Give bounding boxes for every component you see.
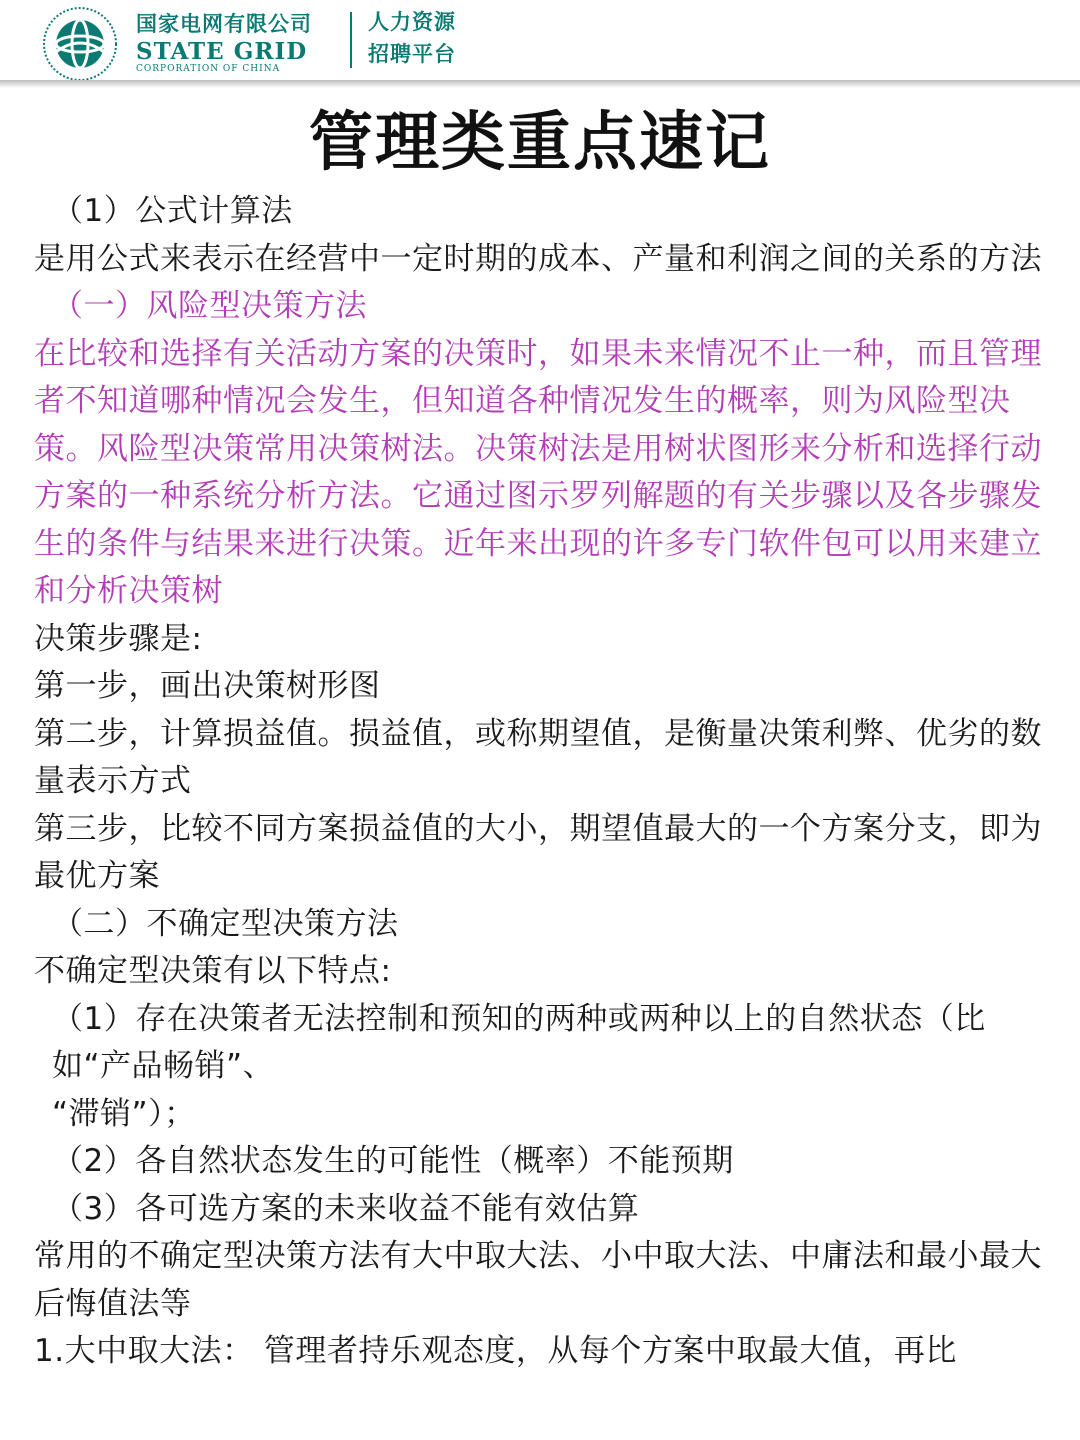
- paragraph-uncertain-features: 不确定型决策有以下特点:: [34, 953, 392, 989]
- header-shadow: [0, 80, 1080, 88]
- state-grid-globe-logo-icon: [40, 4, 120, 84]
- paragraph-risk-decision: 在比较和选择有关活动方案的决策时，如果未来情况不止一种，而且管理者不知道哪种情况会发生，但知道各种情况发生的概率，则为风险型决策。风险型决策常用决策树法。决策树法是用树状图形来分析和选择行动方案的一种系统分析方法。它通过图示罗列解题的有关步骤以及各步骤发生的条件与结果来进行决策。近年来出现的许多专门软件包可以用来建立和分析决策树: [34, 335, 1042, 609]
- header-divider: [350, 12, 352, 68]
- platform-line-1: 人力资源: [368, 10, 456, 34]
- paragraph-step-3: 第三步，比较不同方案损益值的大小，期望值最大的一个方案分支，即为最优方案: [34, 810, 1042, 894]
- subheading-uncertain-decision: （二）不确定型决策方法: [52, 905, 399, 942]
- brand-name-cn: 国家电网有限公司: [136, 12, 312, 36]
- brand-block: [136, 8, 332, 74]
- article-body: [34, 188, 1046, 1376]
- brand-name-en-sub: CORPORATION OF CHINA: [136, 64, 281, 74]
- list-item-feature-1-cont: “滞销”）；: [52, 1095, 196, 1132]
- subheading-risk-decision: （一）风险型决策方法: [52, 288, 367, 324]
- list-item-feature-1: （1）存在决策者无法控制和预知的两种或两种以上的自然状态（比如“产品畅销”、: [52, 1000, 986, 1084]
- page-title: 管理类重点速记: [309, 105, 771, 180]
- brand-name-en: STATE GRID: [136, 38, 308, 65]
- paragraph-steps-intro: 决策步骤是:: [34, 620, 203, 657]
- platform-line-2: 招聘平台: [368, 42, 456, 66]
- page-header: [0, 0, 1080, 84]
- list-item-feature-3: （3）各可选方案的未来收益不能有效估算: [52, 1190, 640, 1227]
- paragraph-step-1: 第一步，画出决策树形图: [34, 668, 381, 704]
- paragraph-formula-definition: 是用公式来表示在经营中一定时期的成本、产量和利润之间的关系的方法: [34, 240, 1042, 277]
- list-item-feature-2: （2）各自然状态发生的可能性（概率）不能预期: [52, 1143, 734, 1179]
- paragraph-uncertain-methods: 常用的不确定型决策方法有大中取大法、小中取大法、中庸法和最小最大后悔值法等: [34, 1238, 1042, 1322]
- paragraph-maximax-method: 1.大中取大法： 管理者持乐观态度，从每个方案中取最大值，再比: [34, 1333, 957, 1369]
- paragraph-step-2: 第二步，计算损益值。损益值，或称期望值，是衡量决策利弊、优劣的数量表示方式: [34, 715, 1042, 799]
- platform-label: [368, 6, 456, 70]
- subheading-formula-method: （1）公式计算法: [52, 193, 293, 229]
